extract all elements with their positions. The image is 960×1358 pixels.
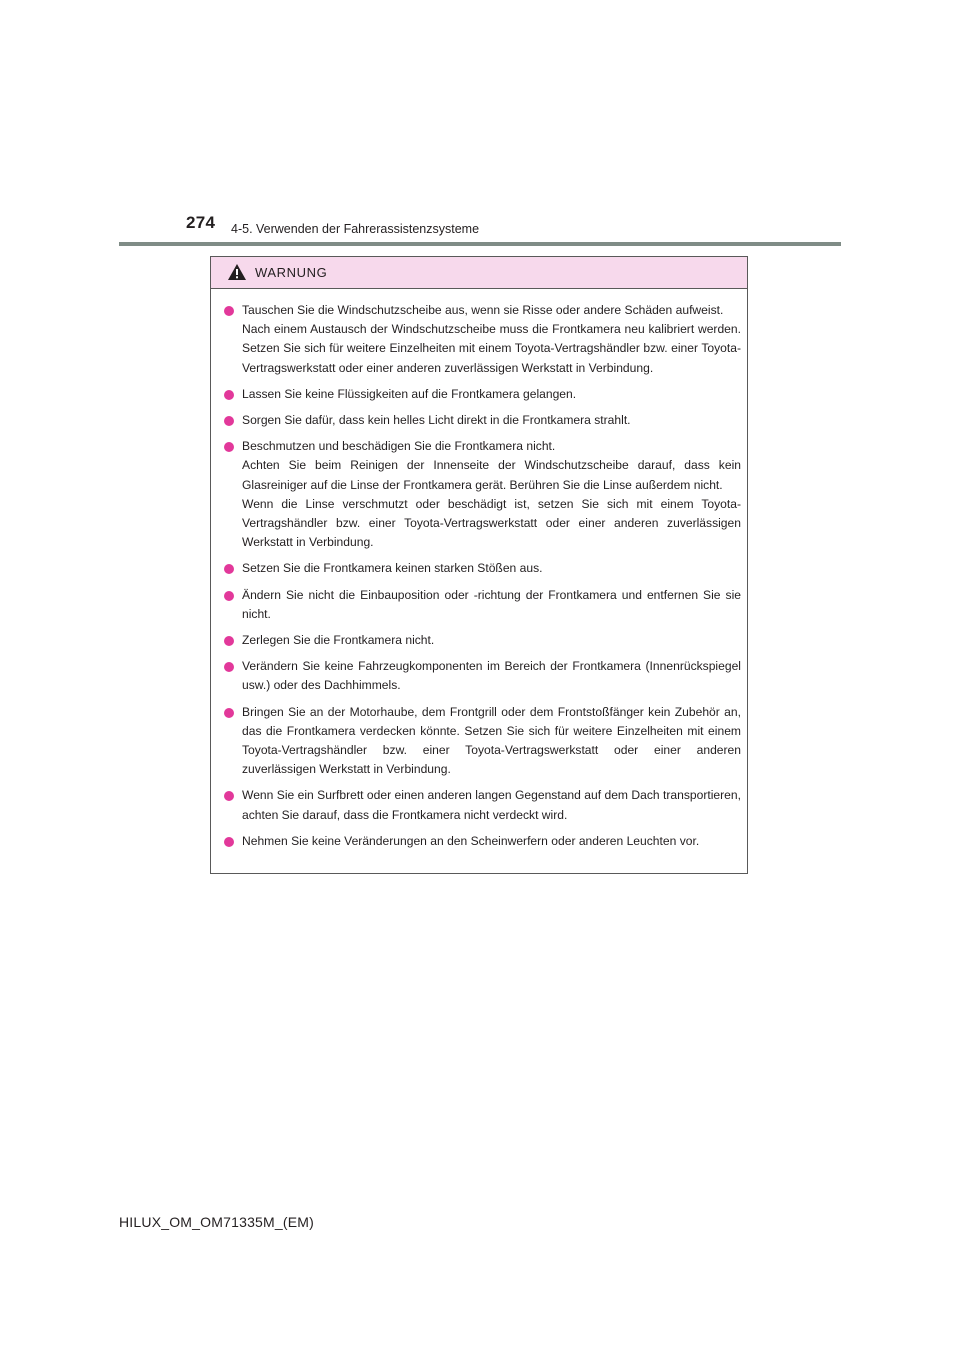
list-item-text: Nehmen Sie keine Veränderungen an den Scheinwerfern oder anderen Leuchten vor.: [242, 833, 700, 848]
list-item: [223, 301, 741, 378]
bullet-icon: [224, 791, 234, 801]
bullet-icon: [224, 636, 234, 646]
list-item: [223, 586, 741, 624]
list-item-text: Verändern Sie keine Fahrzeugkomponenten im Bereich der Frontkamera (Innenrückspiegel usw.) oder des Dachhimmels.: [242, 659, 741, 693]
bullet-icon: [224, 306, 234, 316]
list-item: [223, 437, 741, 552]
warning-box: [210, 256, 748, 874]
page-number: 274: [186, 213, 216, 232]
warning-list: [211, 289, 747, 851]
bullet-icon: [224, 390, 234, 400]
list-item-text: Ändern Sie nicht die Einbauposition oder -richtung der Frontkamera und entfernen Sie sie nicht.: [242, 587, 741, 621]
bullet-icon: [224, 416, 234, 426]
list-item: [223, 657, 741, 695]
page-header: [0, 0, 960, 250]
warning-header: [211, 257, 747, 289]
section-title: 4-5. Verwenden der Fahrerassistenzsysteme: [231, 222, 480, 236]
warning-title: WARNUNG: [255, 265, 328, 280]
list-item: [223, 559, 741, 578]
list-item-text: Zerlegen Sie die Frontkamera nicht.: [242, 633, 435, 648]
list-item-text: Beschmutzen und beschädigen Sie die Frontkamera nicht. Achten Sie beim Reinigen der Innenseite der Windschutzscheibe darauf, dass kein Glasreiniger auf die Linse der Frontkamera gerät. Berühren Sie die Linse außerdem nicht. Wenn die Linse verschmutzt oder beschädigt ist, setzen Sie sich mit einem Toyota-Vertragshändler bzw. einer Toyota-Vertragswerkstatt oder einer anderen zuverlässigen Werkstatt in Verbindung.: [242, 439, 741, 550]
list-item: [223, 703, 741, 780]
list-item: [223, 786, 741, 824]
list-item-text: Lassen Sie keine Flüssigkeiten auf die Frontkamera gelangen.: [242, 386, 577, 401]
list-item: [223, 411, 741, 430]
bullet-icon: [224, 442, 234, 452]
list-item: [223, 631, 741, 650]
warning-triangle-icon: [227, 263, 247, 281]
bullet-icon: [224, 564, 234, 574]
bullet-icon: [224, 662, 234, 672]
document-code: HILUX_OM_OM71335M_(EM): [119, 1214, 315, 1230]
list-item-text: Sorgen Sie dafür, dass kein helles Licht direkt in die Frontkamera strahlt.: [242, 413, 631, 428]
list-item: [223, 385, 741, 404]
bullet-icon: [224, 708, 234, 718]
list-item: [223, 832, 741, 851]
bullet-icon: [224, 591, 234, 601]
list-item-text: Tauschen Sie die Windschutzscheibe aus, wenn sie Risse oder andere Schäden aufweist. Nach einem Austausch der Windschutzscheibe muss die Frontkamera neu kalibriert werden. Setzen Sie sich für weitere Einzelheiten mit einem Toyota-Vertragshändler bzw. einer Toyota-Vertragswerkstatt oder einer anderen zuverlässigen Werkstatt in Verbindung.: [242, 303, 741, 375]
bullet-icon: [224, 837, 234, 847]
list-item-text: Wenn Sie ein Surfbrett oder einen anderen langen Gegenstand auf dem Dach transportieren, achten Sie darauf, dass die Frontkamera nicht verdeckt wird.: [242, 788, 741, 822]
list-item-text: Bringen Sie an der Motorhaube, dem Frontgrill oder dem Frontstoßfänger kein Zubehör an, das die Frontkamera verdecken könnte. Setzen Sie sich für weitere Einzelheiten mit einem Toyota-Vertragshändler bzw. einer Toyota-Vertragswerkstatt oder einer anderen zuverlässigen Werkstatt in Verbindung.: [242, 704, 741, 777]
list-item-text: Setzen Sie die Frontkamera keinen starken Stößen aus.: [242, 561, 543, 576]
header-rule: [119, 242, 841, 246]
